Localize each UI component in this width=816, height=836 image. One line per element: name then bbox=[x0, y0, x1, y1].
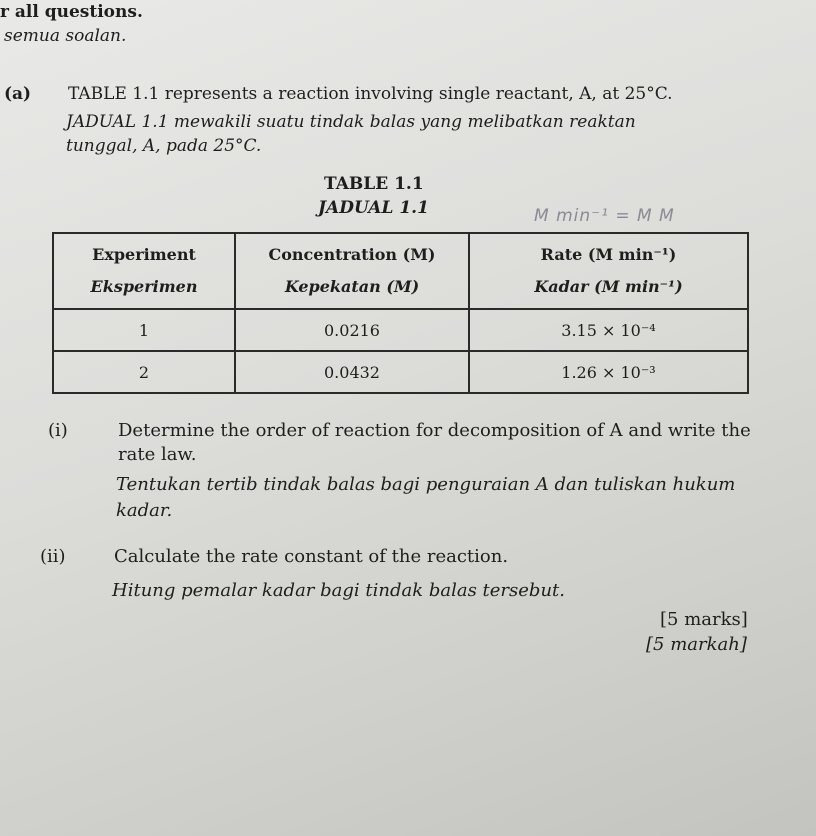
q-i-text-en-1: Determine the order of reaction for decomposition of A and write the bbox=[118, 420, 751, 441]
q-i-label: (i) bbox=[48, 420, 68, 441]
handwritten-note: M min⁻¹ = M M bbox=[534, 206, 675, 226]
cell-rate: 3.15 × 10⁻⁴ bbox=[469, 309, 748, 351]
header-experiment-en: Experiment bbox=[92, 245, 196, 264]
table-row bbox=[53, 309, 748, 351]
q-ii-text-en: Calculate the rate constant of the reaction. bbox=[114, 546, 509, 567]
cell-experiment: 2 bbox=[53, 351, 235, 393]
cell-concentration: 0.0216 bbox=[235, 309, 469, 351]
data-table bbox=[52, 232, 749, 394]
q-ii-label: (ii) bbox=[40, 546, 66, 567]
header-rate bbox=[469, 233, 748, 309]
table-title-ms: JADUAL 1.1 bbox=[318, 198, 429, 218]
part-a-label: (a) bbox=[4, 84, 32, 104]
header-experiment-ms: Eksperimen bbox=[90, 277, 198, 296]
instruction-en: r all questions. bbox=[0, 2, 143, 22]
header-concentration-ms: Kepekatan (M) bbox=[284, 277, 420, 296]
table-header-row bbox=[53, 233, 748, 309]
q-i-text-ms-1: Tentukan tertib tindak balas bagi penguraian A dan tuliskan hukum bbox=[116, 474, 736, 495]
marks-en: [5 marks] bbox=[660, 609, 748, 630]
q-i-text-en-2: rate law. bbox=[118, 444, 197, 465]
marks-ms: [5 markah] bbox=[646, 634, 747, 655]
header-experiment bbox=[53, 233, 235, 309]
instruction-ms: semua soalan. bbox=[4, 26, 127, 46]
table-row bbox=[53, 351, 748, 393]
header-concentration bbox=[235, 233, 469, 309]
header-rate-en: Rate (M min⁻¹) bbox=[540, 245, 677, 264]
cell-concentration: 0.0432 bbox=[235, 351, 469, 393]
header-concentration-en: Concentration (M) bbox=[268, 245, 436, 264]
cell-experiment: 1 bbox=[53, 309, 235, 351]
header-rate-ms: Kadar (M min⁻¹) bbox=[534, 277, 683, 296]
q-i-text-ms-2: kadar. bbox=[116, 500, 173, 521]
cell-rate: 1.26 × 10⁻³ bbox=[469, 351, 748, 393]
table-title-en: TABLE 1.1 bbox=[324, 174, 424, 194]
part-a-text-ms-1: JADUAL 1.1 mewakili suatu tindak balas yang melibatkan reaktan bbox=[66, 112, 636, 132]
part-a-text-en: TABLE 1.1 represents a reaction involving single reactant, A, at 25°C. bbox=[68, 84, 673, 104]
part-a-text-ms-2: tunggal, A, pada 25°C. bbox=[66, 136, 262, 156]
q-ii-text-ms: Hitung pemalar kadar bagi tindak balas tersebut. bbox=[112, 580, 565, 601]
